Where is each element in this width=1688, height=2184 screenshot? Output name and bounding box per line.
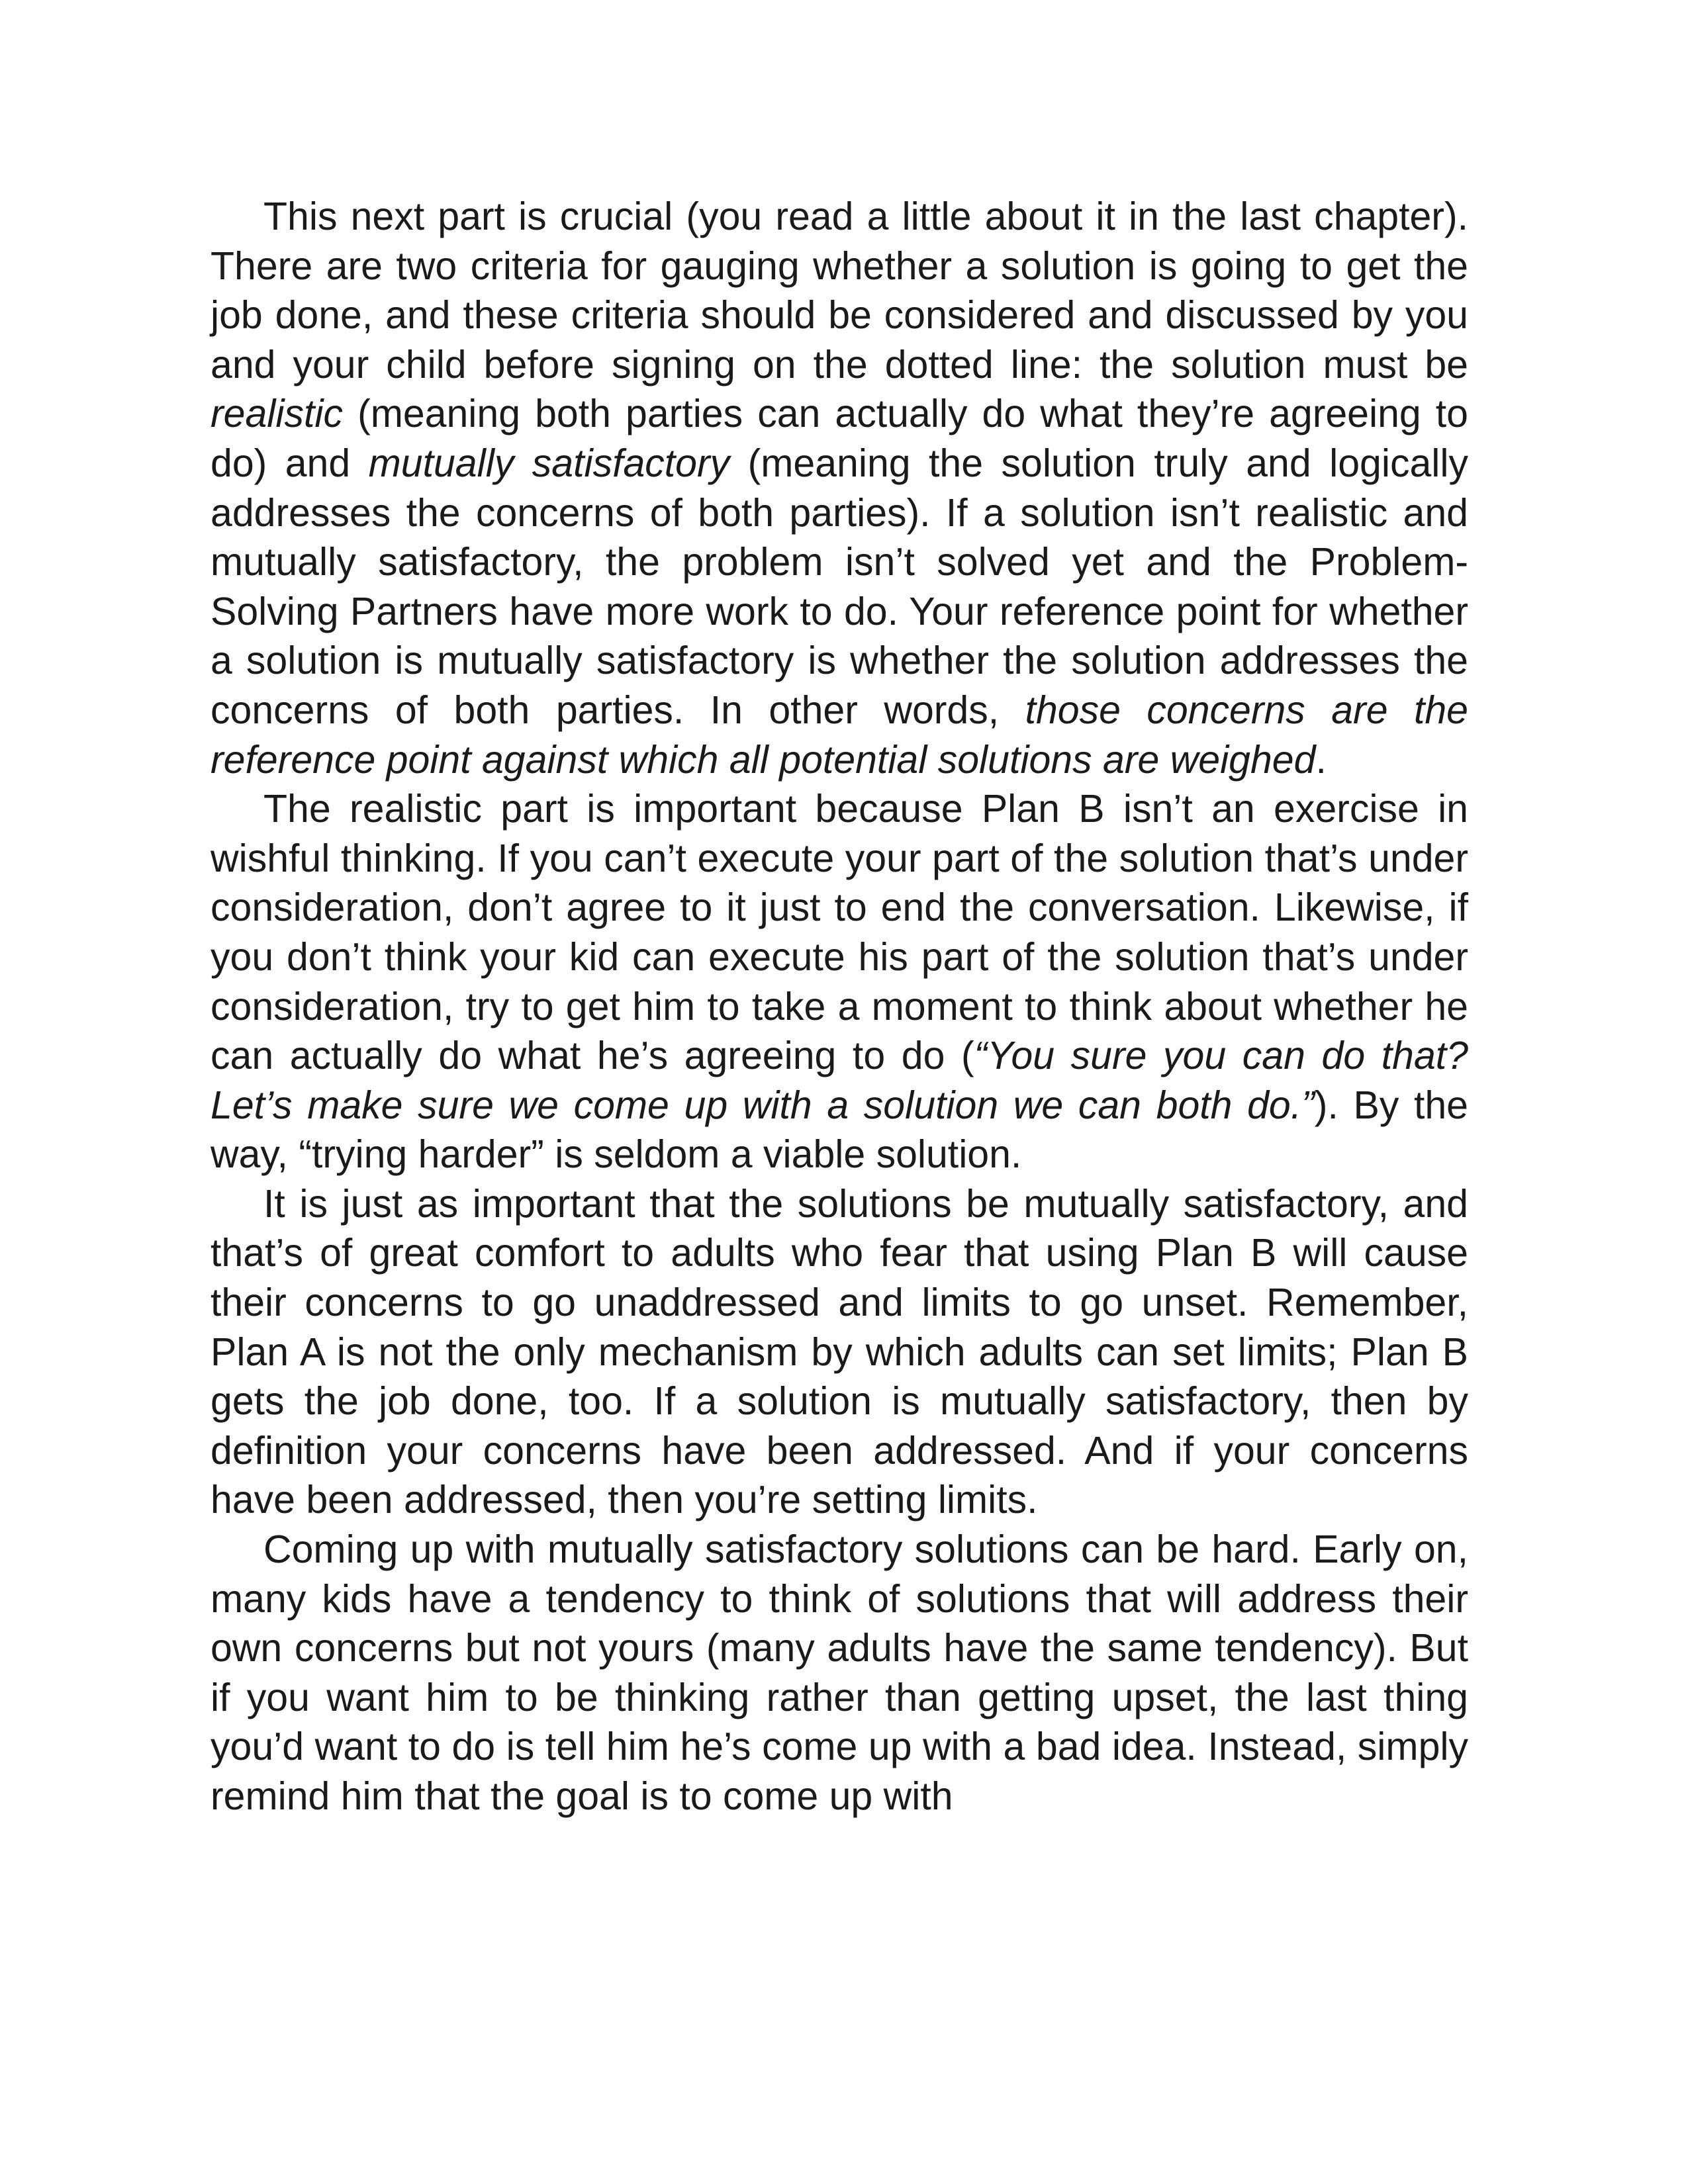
paragraph-1-emphasis-realistic: realistic: [211, 392, 343, 436]
paragraph-4-text: Coming up with mutually satisfactory solutions can be hard. Early on, many kids have a tendency to think of solutions that will address their own concerns but not yours (many adults have the same tendency). But if you want him to be thinking rather than getting upset, the last thing you’d want to do is tell him he’s come up with a bad idea. Instead, simply remind him that the goal is to come up with: [211, 1527, 1468, 1818]
paragraph-2: [211, 784, 1468, 1179]
paragraph-3-text: It is just as important that the solutions be mutually satisfactory, and that’s of great comfort to adults who fear that using Plan B will cause their concerns to go unaddressed and limits to go unset. Remember, Plan A is not the only mechanism by which adults can set limits; Plan B gets the job done, too. If a solution is mutually satisfactory, then by definition your concerns have been addressed. And if your concerns have been addressed, then you’re setting limits.: [211, 1181, 1468, 1522]
paragraph-2-text-a: The realistic part is important because Plan B isn’t an exercise in wishful thinking. If you can’t execute your part of the solution that’s under consideration, don’t agree to it just to end the conversation. Likewise, if you don’t think your kid can execute his part of the solution that’s under consideration, try to get him to take a moment to think about whether he can actually do what he’s agreeing to do (: [211, 787, 1468, 1078]
paragraph-3: [211, 1179, 1468, 1525]
paragraph-4: [211, 1525, 1468, 1821]
paragraph-2-text-b: ). By the way, “trying harder” is seldom a viable solution.: [211, 1083, 1468, 1177]
paragraph-1-emphasis-mutually-satisfactory: mutually satisfactory: [368, 441, 730, 485]
paragraph-1-text-c: (meaning the solution truly and logically addresses the concerns of both parties). If a solution isn’t realistic and mutually satisfactory, the problem isn’t solved yet and the Problem-Solving Partners have more work to do. Your reference point for whether a solution is mutually satisfactory is whether the solution addresses the concerns of both parties. In other words,: [211, 441, 1468, 732]
paragraph-1-text-a: This next part is crucial (you read a little about it in the last chapter). There are two criteria for gauging whether a solution is going to get the job done, and these criteria should be considered and discussed by you and your child before signing on the dotted line: the solution must be: [211, 195, 1468, 387]
paragraph-1-emphasis-reference-point: those concerns are the reference point against which all potential solutions are weighed: [211, 688, 1468, 782]
body-text: [211, 192, 1468, 1821]
paragraph-2-emphasis-quote: “You sure you can do that? Let’s make sure we come up with a solution we can both do.”: [211, 1034, 1468, 1127]
paragraph-1-text-d: .: [1315, 737, 1327, 782]
paragraph-1: [211, 192, 1468, 784]
paragraph-1-text-b: (meaning both parties can actually do what they’re agreeing to do) and: [211, 392, 1468, 485]
